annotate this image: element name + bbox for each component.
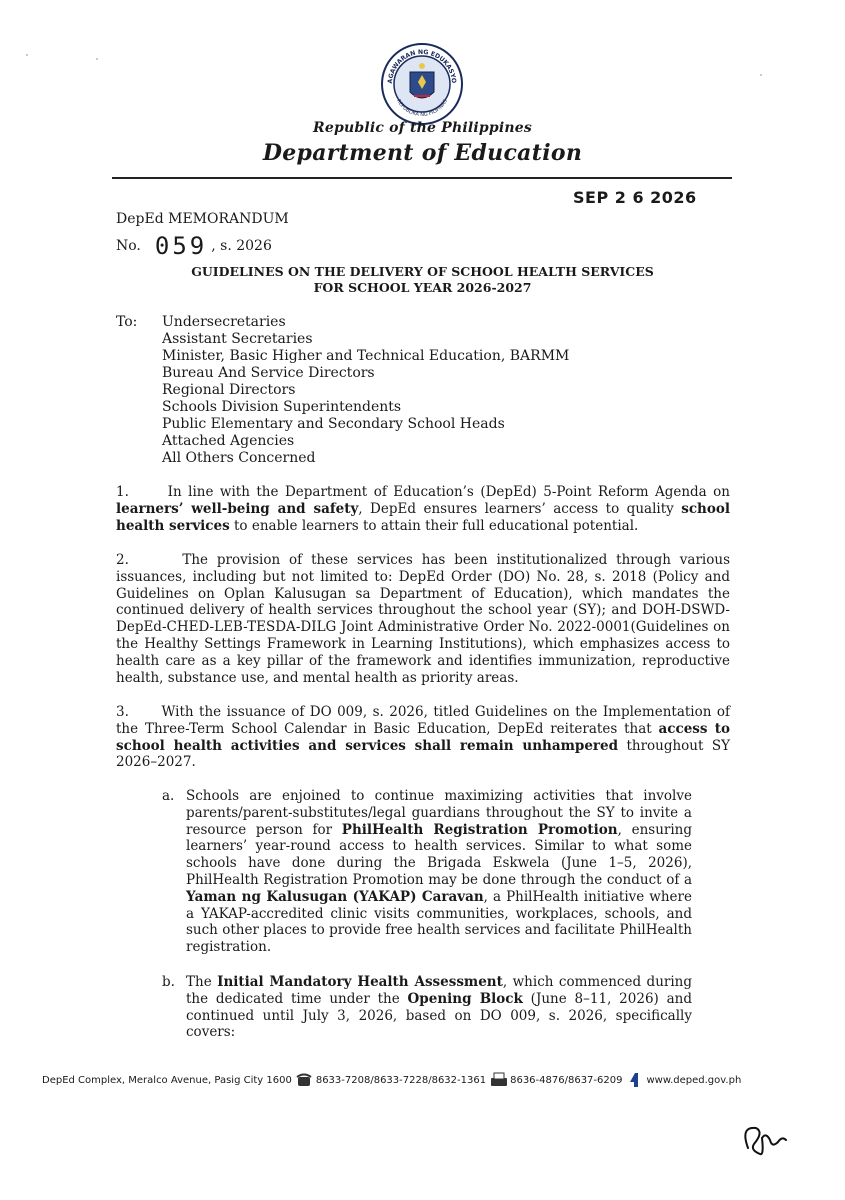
subitem-a-label: a. [162,788,175,804]
memo-date: SEP 2 6 2026 [573,188,697,207]
recipient-item: Undersecretaries [162,314,286,330]
recipient-item: Regional Directors [162,382,296,398]
recipient-item: All Others Concerned [162,450,316,466]
paragraph-text: , a PhilHealth initiative where a YAKAP-accredited clinic visits communities, workplaces, schools, and such other places to provide free health services and facilitate PhilHealth registration. [186,888,692,956]
paragraph-bold: access to school health activities and services shall remain unhampered [116,720,730,754]
memo-type: DepEd MEMORANDUM [116,211,289,227]
telephone-icon [296,1072,312,1088]
paragraph-3 [116,704,730,771]
memo-number-line [116,228,272,260]
subitem-b-label: b. [162,974,175,990]
paragraph-text: (June 8–11, 2026) and continued until July 3, 2026, based on DO 009, s. 2026, specifically covers: [186,990,692,1041]
subitem-b [186,974,692,1041]
paragraph-bold: Yaman ng Kalusugan (YAKAP) Caravan [186,888,484,905]
paragraph-text: The provision of these services has been institutionalized through various issuances, including but not limited to: DepEd Order (DO) No. 28, s. 2018 (Policy and Guidelines on Oplan Kalusugan sa Department of Education), which mandates the continued delivery of health services throughout the school year (SY); and DOH-DSWD-DepEd-CHED-LEB-TESDA-DILG Joint Administrative Order No. 2022-0001(Guidelines on the Healthy Settings Framework in Learning Institutions), which emphasizes access to health care as a key pillar of the framework and identifies immunization, reproductive health, substance use, and mental health as priority areas. [116,552,731,686]
paragraph-1 [116,484,730,534]
footer-website[interactable]: www.deped.gov.ph [646,1074,742,1086]
paragraph-text: , ensuring learners’ year-round access to health services. Similar to what some schools have done during the Brigada Eskwela (June 1–5, 2026), PhilHealth Registration Promotion may be done through the conduct of a [186,821,692,888]
seal-text-top: AGAWARAN NG EDUKASYO [386,48,458,84]
paragraph-bold: Opening Block [407,990,523,1007]
scan-speck [26,54,28,56]
page-footer [42,1072,812,1088]
scan-speck [760,74,762,76]
footer-phone: 8633-7208/8633-7228/8632-1361 [315,1074,487,1086]
paragraph-text: , which commenced during the dedicated time under the [186,974,692,1007]
handwritten-initials [738,1118,802,1162]
footer-address: DepEd Complex, Meralco Avenue, Pasig City 1600 [42,1074,292,1086]
recipient-list [162,314,569,467]
web-icon [626,1072,642,1088]
deped-seal-icon [380,42,464,126]
paragraph-bold: school health services [116,500,730,534]
memo-title-line2: FOR SCHOOL YEAR 2026-2027 [313,280,532,295]
fax-icon [490,1072,506,1088]
memo-title-line1: GUIDELINES ON THE DELIVERY OF SCHOOL HEALTH SERVICES [191,264,654,279]
paragraph-bold: PhilHealth Registration Promotion [341,821,618,838]
to-label: To: [116,314,138,330]
subitem-a [186,788,692,956]
scan-speck [96,58,98,60]
republic-heading: Republic of the Philippines [313,120,532,136]
memo-title [0,264,845,296]
memo-no-label: No. [116,238,141,254]
recipient-item: Schools Division Superintendents [162,399,402,415]
paragraph-number: 1. [116,484,129,500]
paragraph-text: , DepEd ensures learners’ access to quality [358,500,682,517]
header-divider [112,177,732,179]
recipient-item: Bureau And Service Directors [162,365,375,381]
paragraph-text: The [186,974,218,990]
footer-fax: 8636-4876/8637-6209 [510,1074,623,1086]
paragraph-bold: learners’ well-being and safety [116,500,359,517]
recipient-item: Assistant Secretaries [162,331,313,347]
paragraph-2 [116,552,730,686]
recipient-item: Minister, Basic Higher and Technical Education, BARMM [162,348,570,364]
paragraph-text: throughout SY 2026–2027. [116,737,730,771]
department-heading: Department of Education [262,140,583,166]
paragraph-text: Schools are enjoined to continue maximizing activities that involve parents/parent-substitutes/legal guardians throughout the SY to invite a resource person for [186,788,692,838]
paragraph-number: 3. [116,704,129,720]
recipient-item: Attached Agencies [162,433,295,449]
paragraph-text: With the issuance of DO 009, s. 2026, titled Guidelines on the Implementation of the Three-Term School Calendar in Basic Education, DepEd reiterates that [116,704,730,737]
paragraph-text: In line with the Department of Education’s (DepEd) 5-Point Reform Agenda on [167,484,731,500]
memo-series: , s. 2026 [211,238,272,254]
seal-text-bottom: REPUBLIKA NG PILIPINAS [395,98,449,119]
memo-number: 059 [154,232,208,260]
paragraph-text: to enable learners to attain their full educational potential. [229,517,639,534]
paragraph-bold: Initial Mandatory Health Assessment [217,974,503,990]
recipient-item: Public Elementary and Secondary School Heads [162,416,505,432]
paragraph-number: 2. [116,552,129,568]
